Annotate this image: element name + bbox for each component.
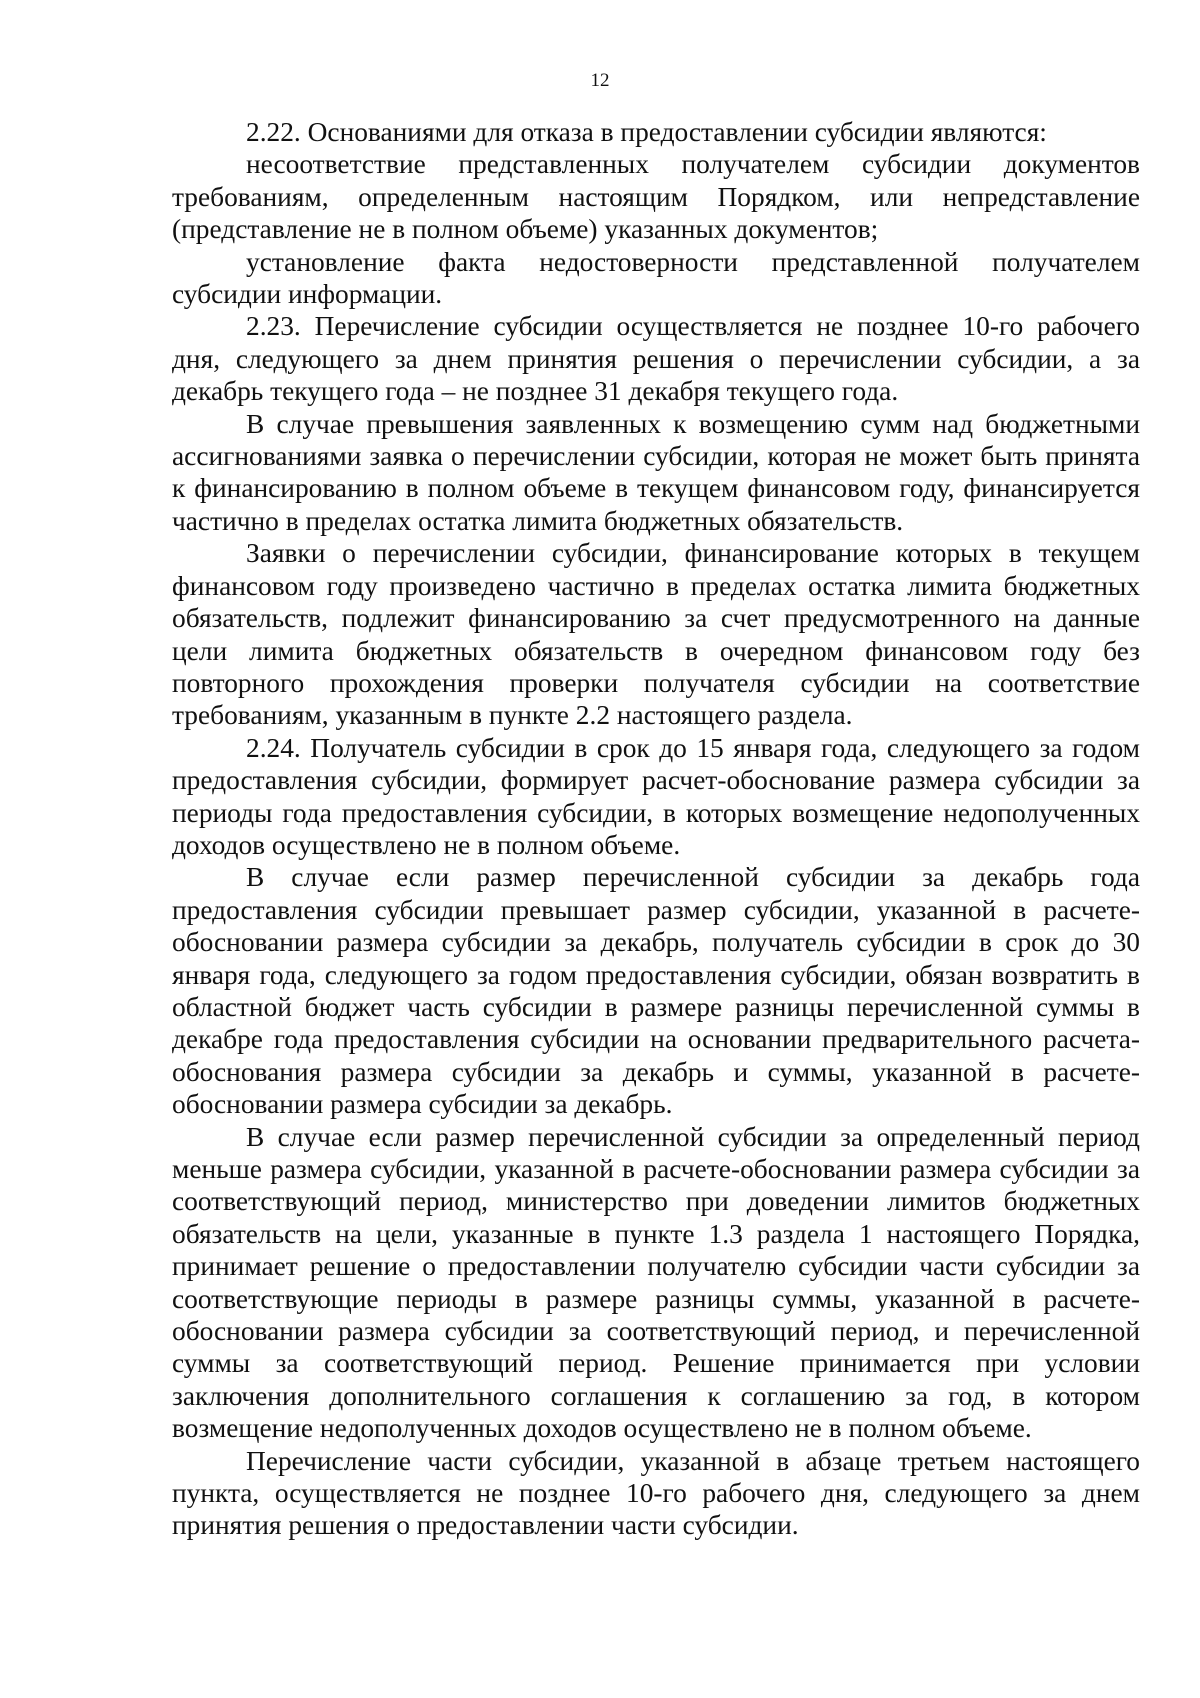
paragraph-december-overpayment: В случае если размер перечисленной субсидии за декабрь года предоставления субсидии превышает размер субсидии, указанной в расчете-обосновании размера субсидии за декабрь, получатель субсидии в срок до 30 января года, следующего за годом предоставления субсидии, обязан возвратить в областной бюджет часть субсидии в размере разницы перечисленной суммы в декабре года предоставления субсидии на основании предварительного расчета-обоснования размера субсидии за декабрь и суммы, указанной в расчете-обосновании размера субсидии за декабрь. [172, 862, 1140, 1120]
paragraph-2-22: 2.22. Основаниями для отказа в предоставлении субсидии являются: [246, 117, 1047, 147]
paragraph-partial-financing: Заявки о перечислении субсидии, финансирование которых в текущем финансовом году произведено частично в пределах остатка лимита бюджетных обязательств, подлежит финансированию за счет предусмотренного на данные цели лимита бюджетных обязательств в очередном финансовом году без повторного прохождения проверки получателя субсидии на соответствие требованиям, указанным в пункте 2.2 настоящего раздела. [172, 538, 1140, 731]
document-body [172, 116, 1140, 1542]
paragraph-excess-claims: В случае превышения заявленных к возмещению сумм над бюджетными ассигнованиями заявка о перечислении субсидии, которая не может быть принята к финансированию в полном объеме в текущем финансовом году, финансируется частично в пределах остатка лимита бюджетных обязательств. [172, 408, 1140, 536]
paragraph-partial-transfer: Перечисление части субсидии, указанной в абзаце третьем настоящего пункта, осуществляется не позднее 10-го рабочего дня, следующего за днем принятия решения о предоставлении части субсидии. [172, 1445, 1140, 1541]
paragraph-2-23: 2.23. Перечисление субсидии осуществляется не позднее 10-го рабочего дня, следующего за днем принятия решения о перечислении субсидии, а за декабрь текущего года – не позднее 31 декабря текущего года. [172, 311, 1140, 407]
paragraph-underpayment: В случае если размер перечисленной субсидии за определенный период меньше размера субсидии, указанной в расчете-обосновании размера субсидии за соответствующий период, министерство при доведении лимитов бюджетных обязательств на цели, указанные в пункте 1.3 раздела 1 настоящего Порядка, принимает решение о предоставлении получателю субсидии части субсидии за соответствующие периоды в размере разницы суммы, указанной в расчете-обосновании размера субсидии за соответствующий период, и перечисленной суммы за соответствующий период. Решение принимается при условии заключения дополнительного соглашения к соглашению за год, в котором возмещение недополученных доходов осуществлено не в полном объеме. [172, 1121, 1140, 1444]
paragraph-refusal-reason-1: несоответствие представленных получателем субсидии документов требованиям, определенным настоящим Порядком, или непредставление (представление не в полном объеме) указанных документов; [172, 149, 1140, 245]
paragraph-2-24: 2.24. Получатель субсидии в срок до 15 января года, следующего за годом предоставления субсидии, формирует расчет-обоснование размера субсидии за периоды года предоставления субсидии, в которых возмещение недополученных доходов осуществлено не в полном объеме. [172, 732, 1140, 860]
paragraph-refusal-reason-2: установление факта недостоверности представленной получателем субсидии информации. [172, 246, 1140, 310]
page-number: 12 [590, 70, 610, 91]
